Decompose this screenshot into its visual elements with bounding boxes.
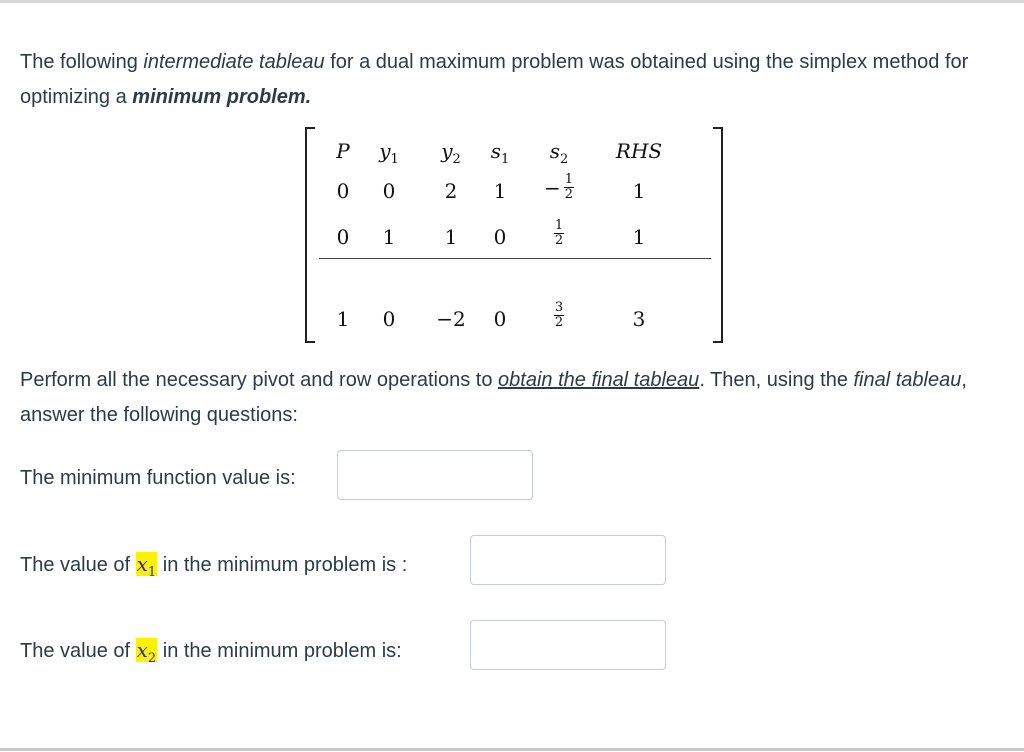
question-x2-label: The value of $x_2$ in the minimum problem is: <box>20 638 402 666</box>
instructions-text-1: Perform all the necessary pivot and row operations to <box>20 369 499 391</box>
header-s1: $s_1$ <box>490 139 510 167</box>
header-s2: $s_2$ <box>549 139 569 167</box>
intro-text-2: for a dual maximum problem was obtained using the simplex method for optimizing a <box>20 51 969 108</box>
cell-r1-s1: 1 <box>493 179 507 203</box>
x2-variable: $x_2$ <box>136 638 157 666</box>
min-value-input[interactable] <box>337 450 533 500</box>
cell-r3-rhs: 3 <box>632 307 646 331</box>
header-rhs: RHS <box>615 139 663 163</box>
x1-value-input[interactable] <box>470 535 666 585</box>
header-p: P <box>336 139 350 163</box>
objective-divider <box>319 258 711 259</box>
cell-r1-s2: − $\frac{1}{2}$ <box>543 172 574 202</box>
intro-text-1: The following <box>20 51 144 73</box>
cell-r2-s2: $\frac{1}{2}$ <box>554 218 564 248</box>
simplex-tableau <box>305 127 723 343</box>
bottom-divider <box>0 748 1024 751</box>
instructions-text-2: . Then, using the <box>699 369 854 391</box>
cell-r3-y1: 0 <box>382 307 396 331</box>
cell-r3-s2: $\frac{3}{2}$ <box>554 300 564 330</box>
cell-r1-y2: 2 <box>444 179 458 203</box>
instructions <box>20 363 1010 433</box>
intro-emphasis-tableau: intermediate tableau <box>143 51 325 73</box>
cell-r2-y1: 1 <box>382 225 396 249</box>
cell-r3-y2: −2 <box>436 307 466 331</box>
intro-emphasis-minimum: minimum problem. <box>132 86 312 108</box>
instructions-text-3: , answer the following questions: <box>20 369 967 426</box>
cell-r3-p: 1 <box>336 307 350 331</box>
right-bracket <box>713 127 723 343</box>
cell-r1-p: 0 <box>336 179 350 203</box>
cell-r3-s1: 0 <box>493 307 507 331</box>
question-min-value-label: The minimum function value is: <box>20 467 296 489</box>
x1-variable: $x_1$ <box>136 552 157 580</box>
cell-r2-p: 0 <box>336 225 350 249</box>
problem-statement <box>20 45 1010 115</box>
top-divider <box>0 0 1024 3</box>
header-y1: $y_1$ <box>379 139 399 167</box>
cell-r1-y1: 0 <box>382 179 396 203</box>
header-y2: $y_2$ <box>441 139 461 167</box>
cell-r2-y2: 1 <box>444 225 458 249</box>
x2-value-input[interactable] <box>470 620 666 670</box>
cell-r1-rhs: 1 <box>632 179 646 203</box>
instructions-emphasis-final: obtain the final tableau <box>498 369 700 391</box>
instructions-emphasis-final-tableau: final tableau <box>853 369 962 391</box>
question-x1-label: The value of $x_1$ in the minimum problem is : <box>20 552 408 580</box>
cell-r2-s1: 0 <box>493 225 507 249</box>
cell-r2-rhs: 1 <box>632 225 646 249</box>
